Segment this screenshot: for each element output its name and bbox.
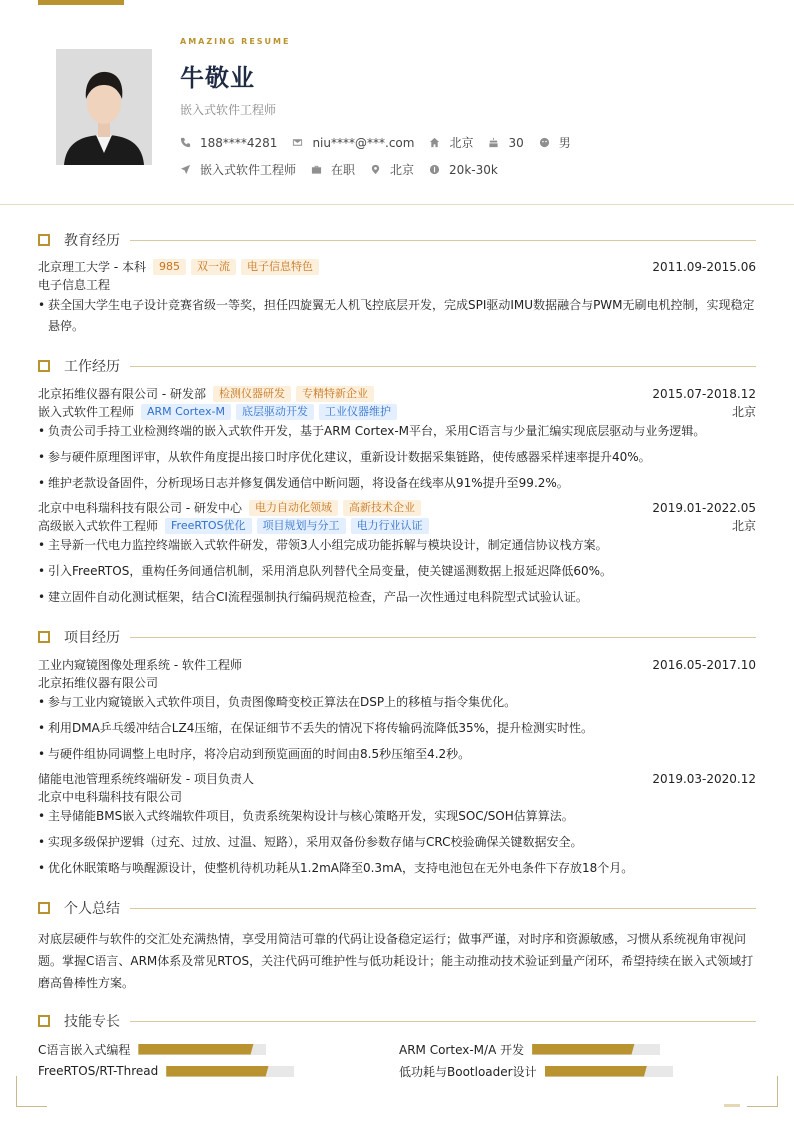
section-marker-icon xyxy=(38,234,50,246)
education-section-header xyxy=(38,232,756,248)
work-location: 北京 xyxy=(731,519,756,533)
role-tag: ARM Cortex-M xyxy=(141,404,231,420)
project-bullet: • 与硬件组协同调整上电时序，将冷启动到预览画面的时间由8.5秒压缩至4.2秒。 xyxy=(38,744,756,765)
salary-text: 20k-30k xyxy=(449,162,498,177)
work-bullet: • 负责公司手持工业检测终端的嵌入式软件开发，基于ARM Cortex-M平台，采用C语言与少量汇编实现底层驱动与业务逻辑。 xyxy=(38,421,756,442)
project-title-row xyxy=(38,656,756,673)
role-tag: FreeRTOS优化 xyxy=(165,518,252,534)
project-bullet: • 实现多级保护逻辑（过充、过放、过温、短路），采用双备份参数存储与CRC校验确保关键数据安全。 xyxy=(38,832,756,853)
section-title: 技能专长 xyxy=(64,1014,120,1030)
section-divider xyxy=(130,908,756,909)
section-divider xyxy=(130,637,756,638)
skill-bar xyxy=(545,1066,673,1077)
section-marker-icon xyxy=(38,631,50,643)
skills-section-header xyxy=(38,1013,756,1029)
skill-item xyxy=(399,1064,673,1078)
work-date: 2019.01-2022.05 xyxy=(652,500,756,515)
project-title: 工业内窥镜图像处理系统 - 软件工程师 xyxy=(38,658,242,672)
skill-bar xyxy=(166,1066,294,1077)
project-company-row xyxy=(38,788,756,805)
location-icon xyxy=(370,164,381,175)
salary-info xyxy=(429,163,498,177)
city-text: 北京 xyxy=(449,136,474,150)
project-company: 北京拓维仪器有限公司 xyxy=(38,676,159,690)
work-company-row xyxy=(38,499,756,516)
summary-section-header xyxy=(38,900,756,916)
skill-item xyxy=(399,1042,660,1056)
work-role: 高级嵌入式软件工程师 xyxy=(38,519,159,533)
email-text: niu****@***.com xyxy=(312,135,415,150)
skill-name: 低功耗与Bootloader设计 xyxy=(399,1064,537,1079)
school-name: 北京理工大学 - 本科 xyxy=(38,260,146,274)
summary-text: 对底层硬件与软件的交汇处充满热情，享受用简洁可靠的代码让设备稳定运行；做事严谨，对时序和资源敏感，习惯从系统视角审视问题。掌握C语言、ARM体系及常见RTOS，关注代码可维护性与低功耗设计；能主动推动技术验证到量产闭环，希望持续在嵌入式领域打磨高鲁棒性方案。 xyxy=(38,932,754,990)
education-date: 2011.09-2015.06 xyxy=(652,259,756,274)
send-icon xyxy=(180,164,191,175)
resume-header xyxy=(0,0,794,205)
work-section-header xyxy=(38,358,756,374)
avatar-portrait xyxy=(56,49,152,165)
role-tag: 工业仪器维护 xyxy=(319,404,397,420)
project-bullet: • 优化休眠策略与唤醒源设计，使整机待机功耗从1.2mA降至0.3mA，支持电池包在无外电条件下存放18个月。 xyxy=(38,858,756,879)
skill-name: C语言嵌入式编程 xyxy=(38,1042,131,1057)
money-icon xyxy=(429,164,440,175)
work-bullet: • 引入FreeRTOS，重构任务间通信机制，采用消息队列替代全局变量，使关键遥测数据上报延迟降低60%。 xyxy=(38,561,756,582)
status-info xyxy=(311,161,355,178)
work-company: 北京拓维仪器有限公司 - 研发部 xyxy=(38,387,206,401)
work-location: 北京 xyxy=(731,405,756,419)
projects-section-header xyxy=(38,629,756,645)
section-title: 工作经历 xyxy=(64,359,120,375)
phone-info xyxy=(180,136,277,150)
candidate-title: 嵌入式软件工程师 xyxy=(180,103,277,117)
skill-name: ARM Cortex-M/A 开发 xyxy=(399,1042,525,1057)
skill-level-fill xyxy=(545,1066,647,1077)
work-role-row xyxy=(38,403,756,420)
target-role-text: 嵌入式软件工程师 xyxy=(200,163,297,177)
work-date: 2015.07-2018.12 xyxy=(652,386,756,401)
education-row xyxy=(38,258,756,275)
skill-level-fill xyxy=(532,1044,634,1055)
work-bullet: • 建立固件自动化测试框架，结合CI流程强制执行编码规范检查，产品一次性通过电科院型式试验认证。 xyxy=(38,587,756,608)
company-tag: 电力自动化领域 xyxy=(249,500,338,516)
resume-tagline: AMAZING RESUME xyxy=(180,37,291,46)
gender-text: 男 xyxy=(558,136,571,150)
contact-row xyxy=(180,134,586,151)
project-title: 储能电池管理系统终端研发 - 项目负责人 xyxy=(38,772,254,786)
city-info xyxy=(429,134,473,151)
education-tag: 电子信息特色 xyxy=(241,259,319,275)
company-tag: 专精特新企业 xyxy=(296,386,374,402)
project-company-row xyxy=(38,674,756,691)
page-corner-decoration xyxy=(747,1076,778,1107)
skill-item xyxy=(38,1042,266,1056)
work-bullet: • 参与硬件原理图评审，从软件角度提出接口时序优化建议，重新设计数据采集链路，使传感器采样速率提升40%。 xyxy=(38,447,756,468)
cake-icon xyxy=(488,137,499,148)
role-tag: 底层驱动开发 xyxy=(236,404,314,420)
target-role-info xyxy=(180,161,296,178)
project-date: 2016.05-2017.10 xyxy=(652,657,756,672)
skill-level-fill xyxy=(166,1066,268,1077)
section-title: 个人总结 xyxy=(64,901,120,917)
section-divider xyxy=(130,366,756,367)
project-bullet: • 利用DMA乒乓缓冲结合LZ4压缩，在保证细节不丢失的情况下将传输码流降低35%，提升检测实时性。 xyxy=(38,718,756,739)
section-marker-icon xyxy=(38,1015,50,1027)
target-city-info xyxy=(370,161,414,178)
project-bullet: • 主导储能BMS嵌入式终端软件项目，负责系统架构设计与核心策略开发，实现SOC/SOH估算算法。 xyxy=(38,806,756,827)
skill-name: FreeRTOS/RT-Thread xyxy=(38,1064,159,1078)
briefcase-icon xyxy=(311,164,322,175)
project-title-row xyxy=(38,770,756,787)
gender-info xyxy=(539,134,571,151)
status-text: 在职 xyxy=(331,163,356,177)
work-role-row xyxy=(38,517,756,534)
age-text: 30 xyxy=(508,135,524,150)
section-marker-icon xyxy=(38,902,50,914)
work-company-row xyxy=(38,385,756,402)
phone-icon xyxy=(180,137,191,148)
skill-level-fill xyxy=(138,1044,253,1055)
work-bullet: • 维护老款设备固件，分析现场日志并修复偶发通信中断问题，将设备在线率从91%提升至99.2%。 xyxy=(38,473,756,494)
avatar xyxy=(56,49,152,165)
skill-bar xyxy=(532,1044,660,1055)
work-role: 嵌入式软件工程师 xyxy=(38,405,135,419)
project-bullet: • 参与工业内窥镜嵌入式软件项目，负责图像畸变校正算法在DSP上的移植与指令集优化。 xyxy=(38,692,756,713)
page-corner-dash xyxy=(724,1104,740,1107)
company-tag: 检测仪器研发 xyxy=(213,386,291,402)
section-title: 教育经历 xyxy=(64,233,120,249)
page-corner-decoration xyxy=(16,1076,47,1107)
major-name: 电子信息工程 xyxy=(38,278,111,292)
skill-bar xyxy=(138,1044,266,1055)
role-tag: 项目规划与分工 xyxy=(257,518,346,534)
education-tag: 985 xyxy=(153,259,186,275)
project-date: 2019.03-2020.12 xyxy=(652,771,756,786)
project-company: 北京中电科瑞科技有限公司 xyxy=(38,790,183,804)
candidate-name: 牛敬业 xyxy=(180,64,255,92)
job-intent-row xyxy=(180,161,513,178)
home-icon xyxy=(429,137,440,148)
section-title: 项目经历 xyxy=(64,630,120,646)
email-info xyxy=(292,136,414,150)
work-bullet: • 主导新一代电力监控终端嵌入式软件研发，带领3人小组完成功能拆解与模块设计，制定通信协议栈方案。 xyxy=(38,535,756,556)
education-bullet: • 获全国大学生电子设计竞赛省级一等奖，担任四旋翼无人机飞控底层开发，完成SPI驱动IMU数据融合与PWM无刷电机控制，实现稳定悬停。 xyxy=(38,295,756,337)
phone-text: 188****4281 xyxy=(200,135,278,150)
target-city-text: 北京 xyxy=(390,163,415,177)
section-divider xyxy=(130,1021,756,1022)
education-tag: 双一流 xyxy=(191,259,236,275)
mail-icon xyxy=(292,137,303,148)
company-tag: 高新技术企业 xyxy=(343,500,421,516)
gender-icon xyxy=(539,137,550,148)
major-row xyxy=(38,276,756,293)
skill-item xyxy=(38,1064,294,1078)
age-info xyxy=(488,136,523,150)
role-tag: 电力行业认证 xyxy=(351,518,429,534)
section-divider xyxy=(130,240,756,241)
section-marker-icon xyxy=(38,360,50,372)
work-company: 北京中电科瑞科技有限公司 - 研发中心 xyxy=(38,501,242,515)
